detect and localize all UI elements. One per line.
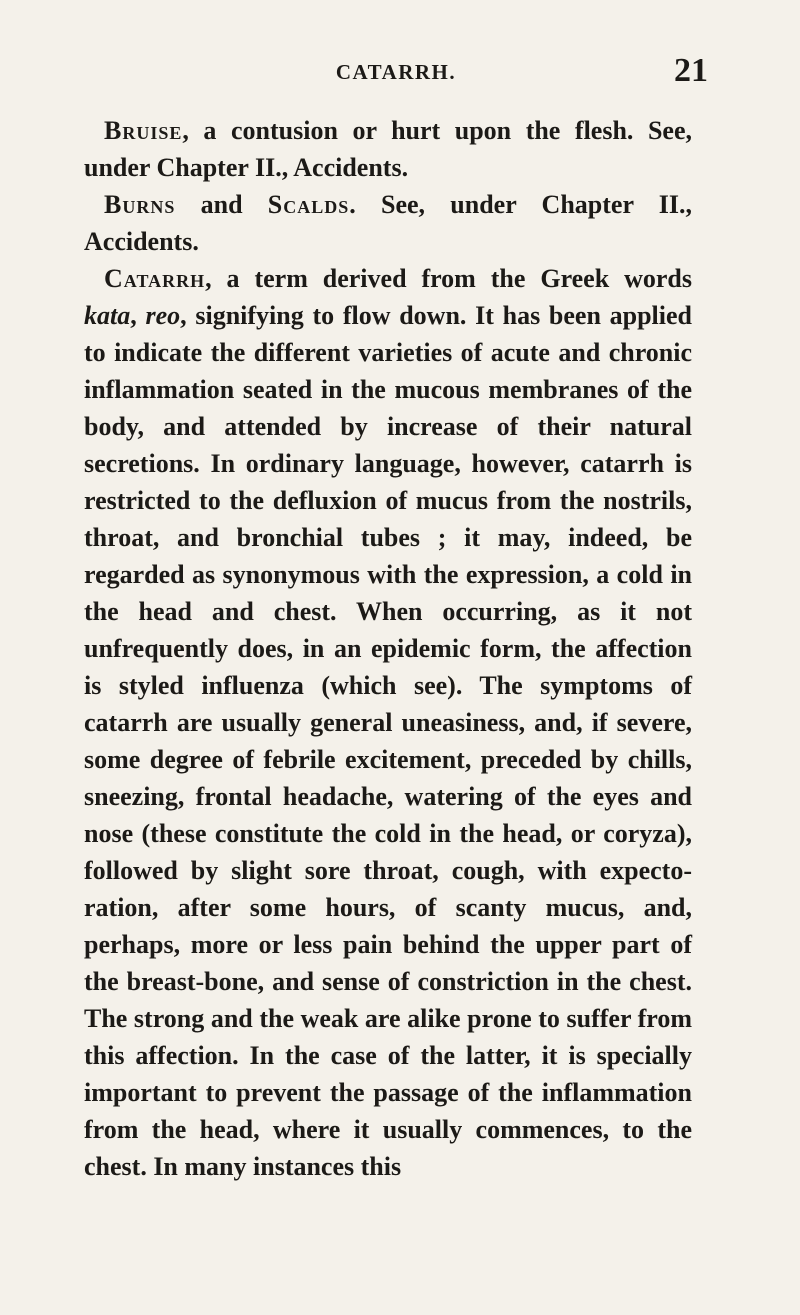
- running-title: CATARRH.: [335, 60, 457, 84]
- entry-bruise-text: , a contusion or hurt upon the flesh. See, under Chapter II., Accidents.: [84, 116, 692, 182]
- running-head: [84, 52, 708, 92]
- entry-catarrh-text-b: ,: [130, 301, 146, 330]
- entry-burns-connector: and: [175, 190, 268, 219]
- entry-catarrh-text-c: , signifying to flow down. It has been applied to indicate the different varieties of acute and chronic inflammation seated in the mucous membranes of the body, and attended by increase of their natural secretions. In ordinary language, however, catarrh is restricted to the defluxion of mucus from the nostrils, throat, and bronchial tubes ; it may, indeed, be regarded as synonymous with the expression, a cold in the head and chest. When occurring, as it not unfrequently does, in an epidemic form, the affection is styled influenza (which see). The symptoms of catarrh are usually general uneasiness, and, if severe, some degree of febrile excitement, preceded by chills, sneezing, frontal headache, watering of the eyes and nose (these constitute the cold in the head, or coryza), followed by slight sore throat, cough, with expecto- ration, after some hours, of scanty mucus, and, perhaps, more or less pain behind the upper part of the breast-bone, and sense of constriction in the chest. The strong and the weak are alike prone to suffer from this affection. In the case of the latter, it is specially important to prevent the passage of the inflammation from the head, where it usually commences, to the chest. In many instances this: [84, 301, 693, 1181]
- page-number: 21: [674, 52, 708, 89]
- etymology-word-kata: kata: [84, 301, 131, 330]
- entry-burns-scalds-text: . See, under Chapter II., Accidents.: [84, 190, 692, 256]
- entry-bruise: [84, 112, 692, 186]
- headword-scalds: Scalds: [267, 190, 350, 219]
- entry-catarrh: [84, 260, 692, 1185]
- headword-catarrh: Catarrh: [104, 264, 206, 293]
- etymology-word-reo: reo: [145, 301, 181, 330]
- entry-burns-scalds: [84, 186, 692, 260]
- body-text: [84, 112, 692, 1185]
- headword-bruise: Bruise: [104, 116, 183, 145]
- entry-catarrh-text-a: , a term derived from the Greek words: [205, 264, 692, 293]
- headword-burns: Burns: [104, 190, 176, 219]
